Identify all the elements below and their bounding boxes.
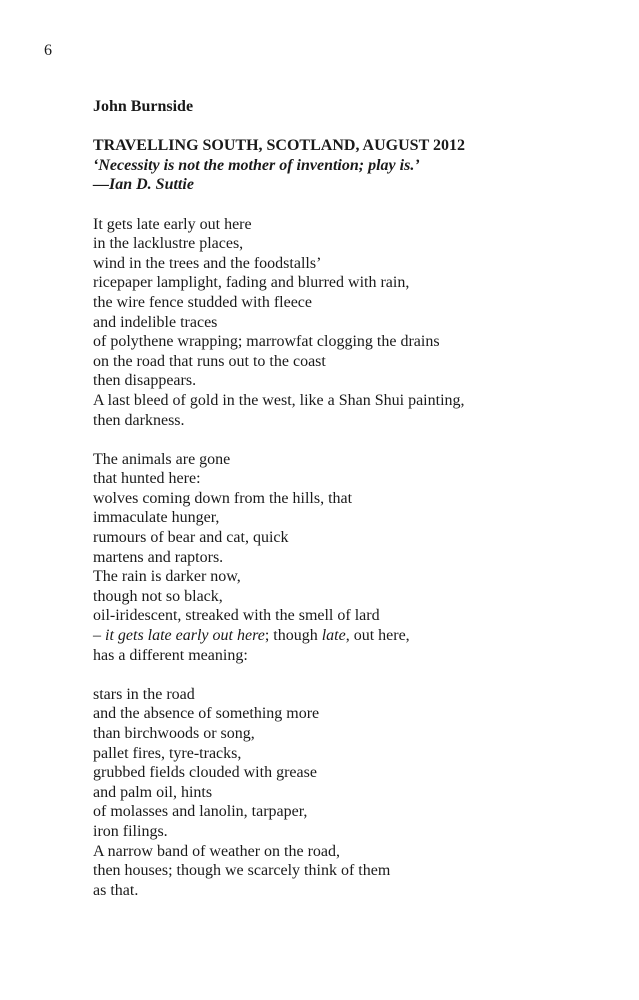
poem-line: rumours of bear and cat, quick [93, 529, 289, 547]
poem-line: and indelible traces [93, 313, 218, 331]
poem-line: than birchwoods or song, [93, 725, 255, 742]
poem-line: grubbed fields clouded with grease [93, 764, 317, 782]
poem-line: of polythene wrapping; marrowfat clogging the drains [93, 333, 440, 351]
poem-line: as that. [93, 881, 139, 899]
poem-line: A last bleed of gold in the west, like a Shan Shui painting, [93, 391, 465, 409]
italic-phrase: it gets late early out here [105, 627, 265, 645]
poem-line: that hunted here: [93, 470, 201, 488]
italic-word: late [321, 627, 346, 645]
stanza-3 [93, 685, 603, 901]
poem-line: martens and raptors. [93, 548, 224, 566]
poem-line: then darkness. [93, 411, 185, 429]
poem-line: then houses; though we scarcely think of them [93, 862, 391, 880]
poem-line: iron filings. [93, 822, 168, 840]
poem-author: John Burnside [93, 98, 194, 115]
poem-line: though not so black, [93, 587, 223, 605]
poem-line: wind in the trees and the foodstalls’ [93, 254, 322, 272]
poem-line: and the absence of something more [93, 705, 320, 723]
poem-line: It gets late early out here [93, 215, 252, 233]
poem-line: has a different meaning: [93, 646, 248, 664]
poem-line: ricepaper lamplight, fading and blurred with rain, [93, 274, 410, 292]
poem-line: stars in the road [93, 685, 195, 703]
dash: – [93, 627, 105, 645]
poem-line: pallet fires, tyre-tracks, [93, 744, 242, 762]
page-number: 6 [44, 42, 52, 59]
poem-line-mixed [93, 626, 603, 646]
line-middle: ; though [264, 627, 322, 645]
epigraph-quote: ‘Necessity is not the mother of invention; play is.’ [93, 156, 420, 174]
poem-line: immaculate hunger, [93, 509, 220, 527]
poem-line: the wire fence studded with fleece [93, 293, 313, 311]
poem-line: oil-iridescent, streaked with the smell of lard [93, 607, 380, 625]
stanza-1 [93, 215, 603, 431]
poem-line: and palm oil, hints [93, 783, 213, 801]
poem-line: wolves coming down from the hills, that [93, 489, 353, 507]
poem-title: TRAVELLING SOUTH, SCOTLAND, AUGUST 2012 [93, 137, 465, 155]
stanza-2 [93, 450, 603, 666]
poem-line: in the lacklustre places, [93, 235, 244, 253]
poem-heading [93, 136, 603, 195]
poem-line: The animals are gone [93, 450, 231, 468]
poem-line: of molasses and lanolin, tarpaper, [93, 803, 308, 821]
poem-line: then disappears. [93, 372, 197, 390]
line-end: , out here, [345, 627, 410, 645]
epigraph-attribution: —Ian D. Suttie [93, 176, 194, 194]
poem-content [93, 97, 603, 920]
poem-line: A narrow band of weather on the road, [93, 842, 341, 860]
poem-line: on the road that runs out to the coast [93, 352, 326, 370]
poem-line: The rain is darker now, [93, 568, 241, 586]
